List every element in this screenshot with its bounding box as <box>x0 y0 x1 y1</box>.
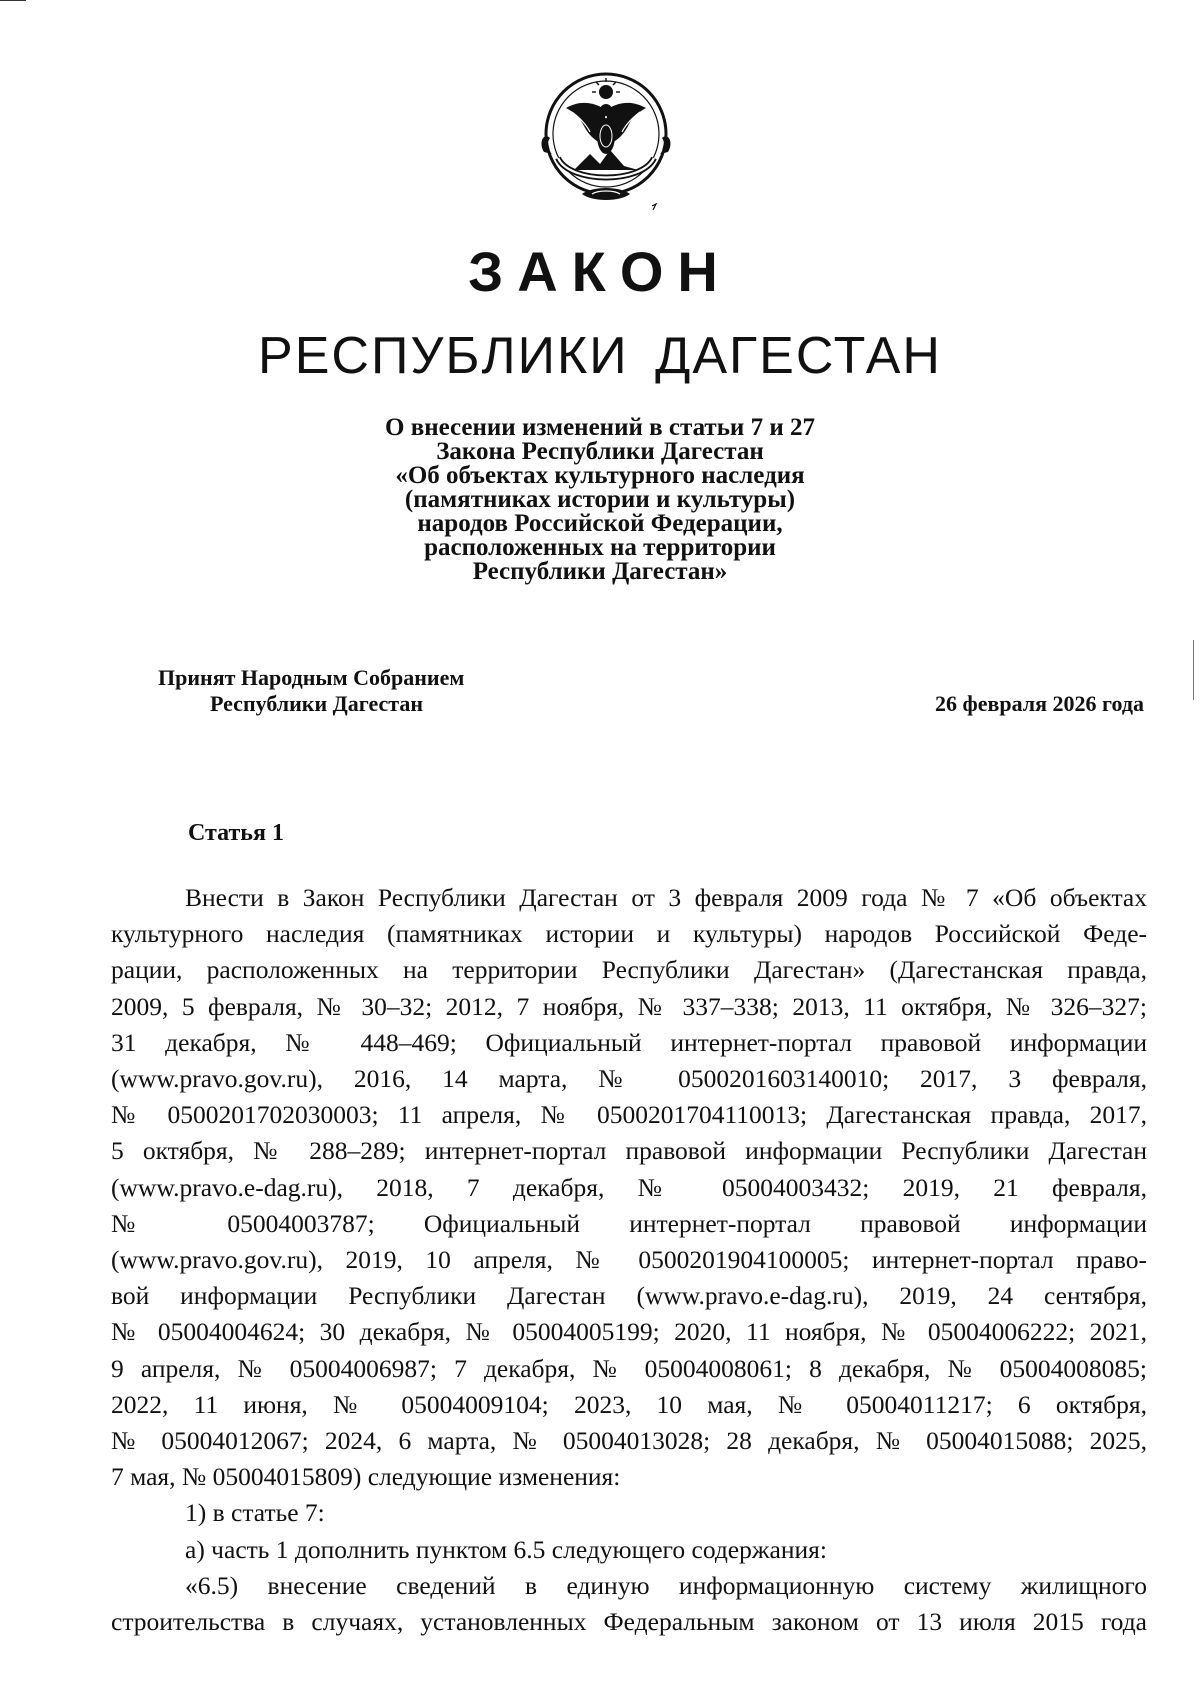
body-line: 2009, 5 февраля, № 30–32; 2012, 7 ноября, № 337–338; 2013, 11 октября, № 326–327; <box>111 991 1147 1021</box>
law-name-line: (памятниках истории и культуры) <box>404 486 796 513</box>
body-line: вой информации Республики Дагестан (www.pravo.e-dag.ru), 2019, 24 сентября, <box>111 1281 1147 1311</box>
adoption-line: Принят Народным Собранием <box>158 665 465 690</box>
law-name-line: народов Российской Федерации, <box>417 510 783 537</box>
law-name-line: Республики Дагестан» <box>472 558 728 585</box>
adoption-body <box>158 665 464 717</box>
body-line: 7 мая, № 05004015809) следующие изменения: <box>111 1462 621 1492</box>
body-line: рации, расположенных на территории Республики Дагестан» (Дагестанская правда, <box>111 955 1147 985</box>
coat-of-arms-emblem <box>536 66 676 218</box>
adoption-date: 26 февраля 2026 года <box>935 691 1144 716</box>
body-line: (www.pravo.gov.ru), 2019, 10 апреля, № 0500201904100005; интернет-портал право- <box>111 1245 1147 1275</box>
scan-artifact <box>0 0 26 1</box>
list-item: 1) в статье 7: <box>185 1498 325 1528</box>
adoption-line: Республики Дагестан <box>210 691 424 716</box>
body-line: № 0500201702030003; 11 апреля, № 0500201704110013; Дагестанская правда, 2017, <box>111 1100 1147 1130</box>
body-line: 31 декабря, № 448–469; Официальный интернет-портал правовой информации <box>111 1027 1147 1057</box>
body-line: 2022, 11 июня, № 05004009104; 2023, 10 мая, № 05004011217; 6 октября, <box>111 1389 1147 1419</box>
document-subtitle: РЕСПУБЛИКИ ДАГЕСТАН <box>258 327 942 385</box>
law-name-line: Закона Республики Дагестан <box>436 438 764 465</box>
article-body <box>111 880 1147 1640</box>
document-title: ЗАКОН <box>468 240 732 303</box>
body-line: 5 октября, № 288–289; интернет-портал правовой информации Республики Дагестан <box>111 1136 1147 1166</box>
scan-artifact <box>1193 640 1194 700</box>
law-name <box>300 416 900 584</box>
quoted-line: строительства в случаях, установленных Федеральным законом от 13 июля 2015 года <box>111 1607 1147 1637</box>
body-line: Внести в Закон Республики Дагестан от 3 февраля 2009 года № 7 «Об объектах <box>185 883 1147 912</box>
list-item: а) часть 1 дополнить пунктом 6.5 следующего содержания: <box>185 1534 827 1564</box>
article-heading: Статья 1 <box>188 820 284 846</box>
body-line: (www.pravo.e-dag.ru), 2018, 7 декабря, № 05004003432; 2019, 21 февраля, <box>111 1172 1147 1202</box>
body-line: № 05004012067; 2024, 6 марта, № 05004013028; 28 декабря, № 05004015088; 2025, <box>111 1426 1147 1456</box>
body-line: (www.pravo.gov.ru), 2016, 14 марта, № 0500201603140010; 2017, 3 февраля, <box>111 1064 1147 1094</box>
law-name-line: О внесении изменений в статьи 7 и 27 <box>385 414 815 441</box>
law-name-line: «Об объектах культурного наследия <box>395 462 805 489</box>
body-line: № 05004003787; Официальный интернет-портал правовой информации <box>111 1208 1147 1238</box>
body-line: культурного наследия (памятниках истории и культуры) народов Российской Феде- <box>111 919 1147 949</box>
body-line: 9 апреля, № 05004006987; 7 декабря, № 05004008061; 8 декабря, № 05004008085; <box>111 1353 1147 1383</box>
quoted-line: «6.5) внесение сведений в единую информационную систему жилищного <box>185 1570 1147 1600</box>
body-line: № 05004004624; 30 декабря, № 05004005199; 2020, 11 ноября, № 05004006222; 2021, <box>111 1317 1147 1347</box>
law-name-line: расположенных на территории <box>424 534 776 561</box>
